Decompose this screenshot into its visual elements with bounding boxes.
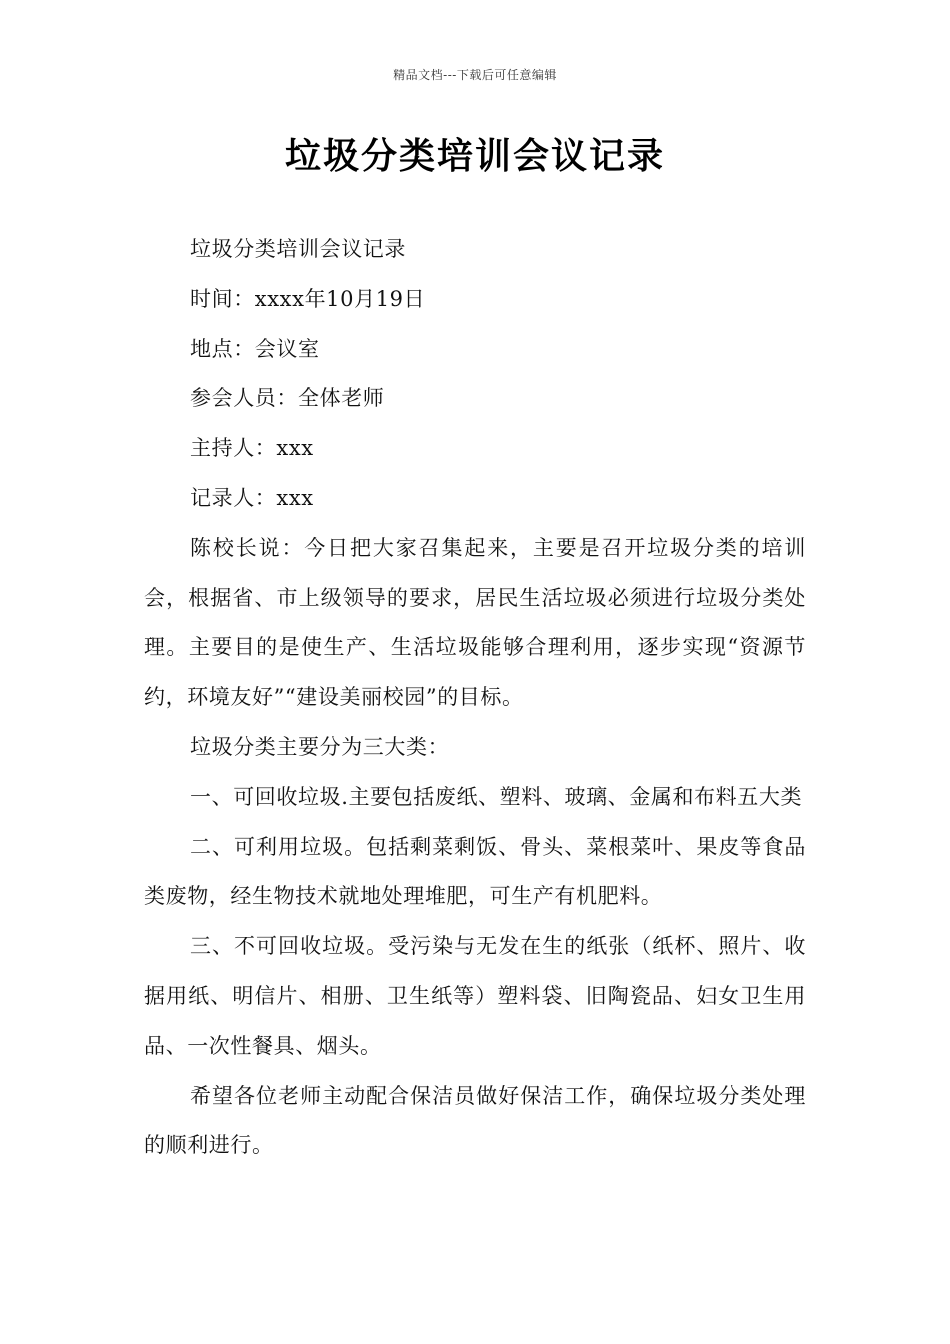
meeting-host: 主持人：xxx [190, 436, 314, 461]
category-intro-paragraph: 垃圾分类主要分为三大类： [190, 734, 450, 759]
category-recyclable-paragraph: 一、可回收垃圾.主要包括废纸、塑料、玻璃、金属和布料五大类 [190, 784, 803, 809]
closing-paragraph: 希望各位老师主动配合保洁员做好保洁工作，确保垃圾分类处理的顺利进行。 [144, 1083, 806, 1158]
meeting-attendees: 参会人员：全体老师 [190, 386, 385, 411]
category-usable-paragraph: 二、可利用垃圾。包括剩菜剩饭、骨头、菜根菜叶、果皮等食品类废物，经生物技术就地处理堆肥，可生产有机肥料。 [144, 834, 806, 909]
meeting-location: 地点：会议室 [190, 336, 320, 361]
page-title: 垃圾分类培训会议记录 [284, 136, 665, 177]
meeting-recorder: 记录人：xxx [190, 485, 314, 510]
header-note: 精品文档---下载后可任意编辑 [393, 68, 557, 82]
meeting-time: 时间：xxxx年10月19日 [190, 286, 426, 311]
principal-speech-paragraph: 陈校长说：今日把大家召集起来，主要是召开垃圾分类的培训会，根据省、市上级领导的要求，居民生活垃圾必须进行垃圾分类处理。主要目的是使生产、生活垃圾能够合理利用，逐步实现“资源节约，环境友好”“建设美丽校园”的目标。 [144, 535, 806, 710]
category-nonrecyclable-paragraph: 三、不可回收垃圾。受污染与无发在生的纸张（纸杯、照片、收据用纸、明信片、相册、卫生纸等）塑料袋、旧陶瓷品、妇女卫生用品、一次性餐具、烟头。 [144, 934, 806, 1058]
document-body [144, 225, 806, 1171]
subtitle-paragraph: 垃圾分类培训会议记录 [190, 237, 406, 261]
